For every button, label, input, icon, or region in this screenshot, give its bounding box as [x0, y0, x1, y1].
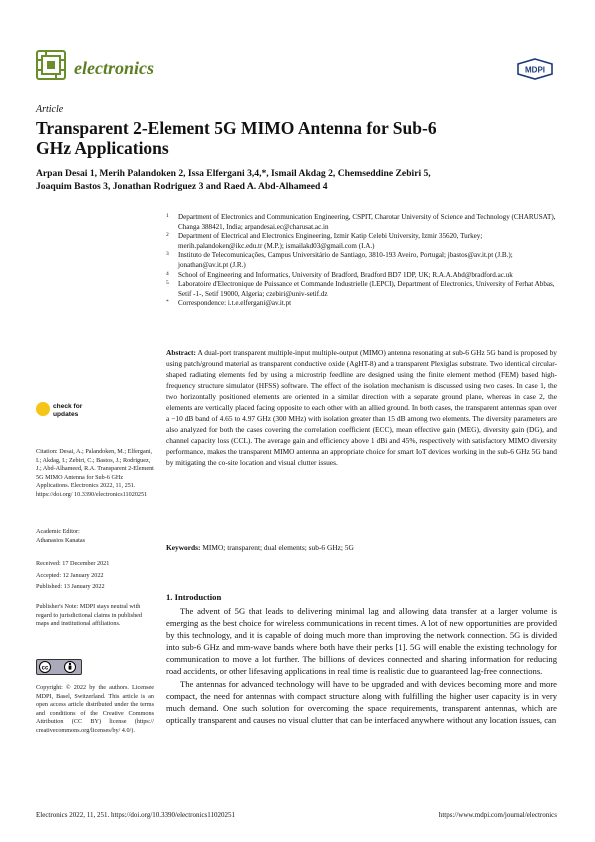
correspondence: * Correspondence: i.t.e.elfergani@av.it.pt [166, 299, 292, 308]
received-date: Received: 17 December 2021 [36, 560, 110, 567]
keywords [166, 543, 557, 553]
editor-label: Academic Editor: [36, 528, 80, 535]
affiliations [166, 213, 556, 309]
cc-by-license-icon[interactable] [36, 659, 82, 675]
published-date: Published: 13 January 2022 [36, 583, 105, 590]
abstract-text: A dual-port transparent multiple-input multiple-output (MIMO) antenna resonating at sub-6 GHz 5G band is proposed by using patch/ground material as transparent conductive oxide (AgHT-8) and a transparent Plexiglas substrate. Two identical circular-shaped radiating elements fed by using a microstrip feedline are designed using the finite element method (FEM) based high-frequency structure simulator (HFSS) software. The effect of the isolation mechanism is discussed using two cases. In case 1, the two horizontally positioned elements are oriented in a similar direction with a separate ground plane, whereas in case 2, the elements are vertically placed facing opposite to each other with an allied ground. In both cases, the transparent antennas span over a −10 dB band of 4.65 to 4.97 GHz (300 MHz) with isolation greater than 15 dB among two elements. The diversity parameters are also analyzed for both the cases covering the correlation coefficient (ECC), mean effective gain (MEG), diversity gain (DG), and channel capacity loss (CCL). The average gain and efficiency above 1 dBi and 45%, respectively with satisfactory MIMO diversity performance, makes the transparent MIMO antenna an appropriate choice for smart IoT devices working in the sub-6 GHz 5G band by mitigating the co-site location and visual clutter issues. [166, 348, 557, 467]
abstract-label: Abstract: [166, 348, 196, 357]
author-list [36, 167, 556, 193]
mdpi-logo [516, 58, 554, 80]
editor-name: Athanasios Kanatas [36, 536, 85, 544]
abstract [166, 348, 557, 468]
affiliation-5: 5 Laboratoire d'Electronique de Puissance et Commande Industrielle (LEPCI), Department of Electronics, University of Ferhat Abbas, Setif -1-, Setif 19000, Algeria; czebiri@univ-setif.dz [166, 280, 555, 298]
journal-logo-icon [36, 50, 66, 80]
keywords-text: MIMO; transparent; dual elements; sub-6 GHz; 5G [202, 543, 354, 552]
citation: Citation: Desai, A.; Palandoken, M.; Elfergani, I.; Akdag, I.; Zebiri, C.; Bastos, J.; Rodriguez, J.; Abd-Alhameed, R.A. Transparent 2-Element 5G MIMO Antenna for Sub-6 GHz Applications. Electronics 2022, 11, 251. https://doi.org/ 10.3390/electronics11020251 [36, 448, 154, 498]
intro-body [166, 605, 557, 726]
section-heading: 1. Introduction [166, 592, 222, 602]
article-title: Transparent 2-Element 5G MIMO Antenna for Sub-6 GHz Applications [36, 118, 437, 158]
affiliation-2: 2 Department of Electrical and Electronics Engineering, Izmir Katip Celebi University, Izmir 35620, Turkey; merih.palandoken@ikc.edu.tr (M.P.); ismailakd03@gmail.com (I.A.) [166, 232, 483, 250]
journal-name: electronics [74, 58, 154, 78]
svg-text:cc: cc [41, 665, 49, 672]
author-line-1[interactable]: Arpan Desai 1, Merih Palandoken 2, Issa Elfergani 3,4,*, Ismail Akdag 2, Chemseddine Zebiri 5, [36, 168, 431, 179]
dates [36, 560, 154, 592]
publisher-note: Publisher's Note: MDPI stays neutral with regard to jurisdictional claims in published maps and institutional affiliations. [36, 603, 143, 627]
copyright: Copyright: © 2022 by the authors. Licensee MDPI, Basel, Switzerland. This article is an open access article distributed under the terms and conditions of the Creative Commons Attribution (CC BY) license (https:// creativecommons.org/licenses/by/ 4.0/). [36, 684, 154, 734]
affiliation-4: 4 School of Engineering and Informatics, University of Bradford, Bradford BD7 1DP, UK; R.A.A.Abd@bradford.ac.uk [166, 270, 513, 279]
affiliation-1: 1 Department of Electronics and Communication Engineering, CSPIT, Charotar University of Science and Technology (CHARUSAT), Changa 388421, India; arpandesai.ec@charusat.ac.in [166, 213, 556, 231]
check-for-updates-label[interactable]: check for updates [53, 403, 83, 418]
affiliation-3: 3 Instituto de Telecomunicações, Campus Universitário de Santiago, 3810-193 Aveiro, Portugal; jbastos@av.it.pt (J.B.); jonathan@av.it.pt (J.R.) [166, 251, 513, 269]
check-for-updates-icon[interactable] [36, 402, 50, 416]
footer-journal-url[interactable]: https://www.mdpi.com/journal/electronics [438, 811, 557, 819]
keywords-label: Keywords: [166, 543, 201, 552]
article-type: Article [36, 104, 64, 115]
author-line-2[interactable]: Joaquim Bastos 3, Jonathan Rodriguez 3 and Raed A. Abd-Alhameed 4 [36, 181, 328, 192]
intro-paragraph-2: The antennas for advanced technology will have to be upgraded and with devices becoming more and more compact, the need for antennas with compact structure along with fulfilling the higher user capacity is in very much demand. One such solution for overcoming the space requirements, transparent antennas, which are optically transparent and causes no visual clutter that can be interfaced anywhere without any location issues, can [166, 678, 557, 725]
intro-paragraph-1: The advent of 5G that leads to delivering minimal lag and allowing data transfer at a larger volume is emerging as the best choice for wireless communications in recent times. A lot of new opportunities are provided by this technology, and it is capable of doing much more than improving the network connection. 5G is divided into sub-6 GHz and mm-wave bands where both have their perks [1]. 5G will enable the existing technology for communication to move a lot further. The billions of devices connected and sharing information for reducing road accidents, or other lifesaving applications in real time is realistic due to guaranteed lag-free connections. [166, 606, 557, 677]
accepted-date: Accepted: 12 January 2022 [36, 571, 104, 579]
mdpi-logo-text: MDPI [525, 65, 545, 75]
footer-citation[interactable]: Electronics 2022, 11, 251. https://doi.org/10.3390/electronics11020251 [36, 811, 236, 819]
academic-editor [36, 528, 154, 545]
